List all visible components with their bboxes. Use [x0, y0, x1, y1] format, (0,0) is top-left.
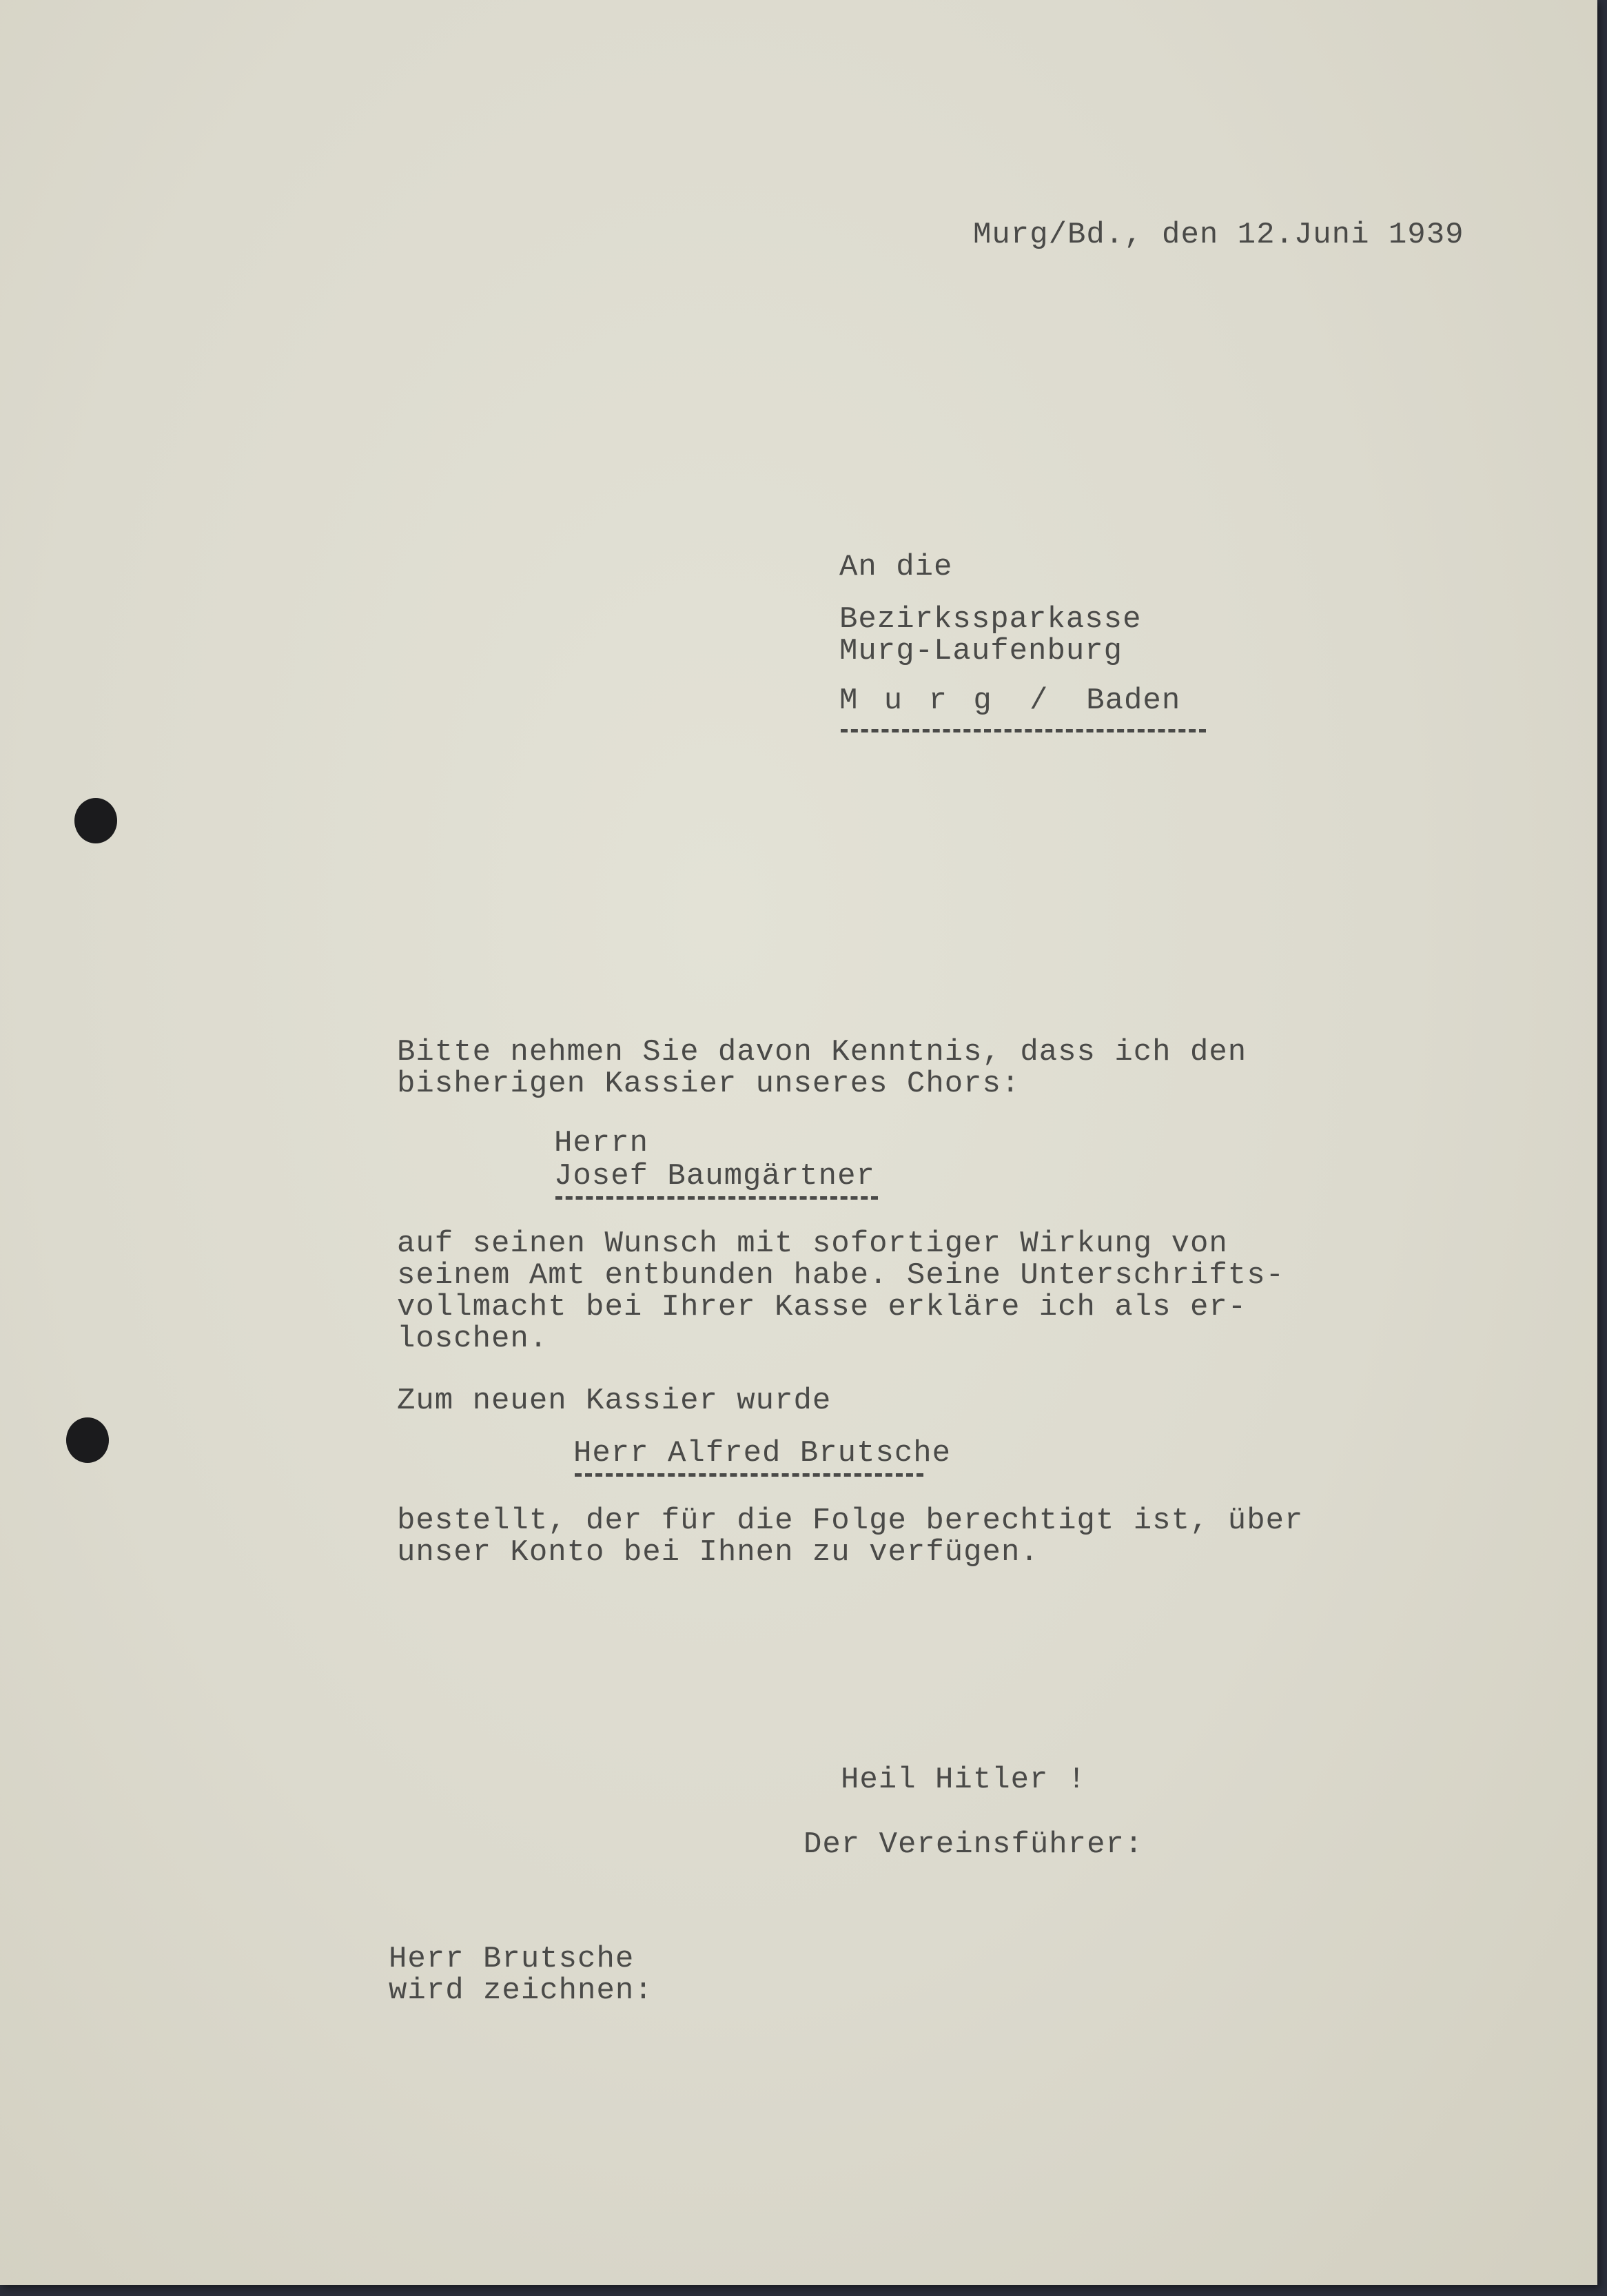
recipient-place-town: M u r g — [839, 684, 996, 718]
note-line-2: wird zeichnen: — [389, 1974, 653, 2008]
new-cashier-name: Herr Alfred Brutsche — [573, 1436, 952, 1470]
body-released-line-1: auf seinen Wunsch mit sofortiger Wirkung von — [397, 1227, 1228, 1261]
recipient-underline — [841, 729, 1206, 732]
punch-hole-upper — [74, 798, 117, 843]
body-released-line-3: vollmacht bei Ihrer Kasse erkläre ich als er- — [397, 1290, 1247, 1324]
punch-hole-lower — [66, 1417, 109, 1463]
body-appointed-line-2: unser Konto bei Ihnen zu verfügen. — [397, 1535, 1039, 1570]
body-appointed-line-1: bestellt, der für die Folge berechtigt ist, über — [397, 1504, 1304, 1538]
recipient-line-3: Murg-Laufenburg — [839, 634, 1123, 668]
body-intro-line-1: Bitte nehmen Sie davon Kenntnis, dass ich den — [397, 1035, 1247, 1069]
note-line-1: Herr Brutsche — [389, 1942, 635, 1976]
recipient-line-2: Bezirkssparkasse — [839, 602, 1142, 637]
old-cashier-title: Herrn — [554, 1126, 649, 1160]
old-cashier-underline — [555, 1196, 878, 1200]
body-released-line-4: loschen. — [397, 1322, 549, 1356]
new-cashier-underline — [575, 1473, 923, 1477]
closing-salutation: Heil Hitler ! — [841, 1763, 1087, 1797]
recipient-place-region: / Baden — [1030, 684, 1181, 718]
old-cashier-name: Josef Baumgärtner — [554, 1159, 875, 1193]
dateline: Murg/Bd., den 12.Juni 1939 — [973, 218, 1464, 252]
recipient-line-1: An die — [839, 550, 953, 584]
closing-role: Der Vereinsführer: — [804, 1827, 1144, 1862]
body-new-intro: Zum neuen Kassier wurde — [397, 1384, 832, 1418]
body-intro-line-2: bisherigen Kassier unseres Chors: — [397, 1067, 1021, 1101]
body-released-line-2: seinem Amt entbunden habe. Seine Unterschrifts- — [397, 1258, 1285, 1293]
